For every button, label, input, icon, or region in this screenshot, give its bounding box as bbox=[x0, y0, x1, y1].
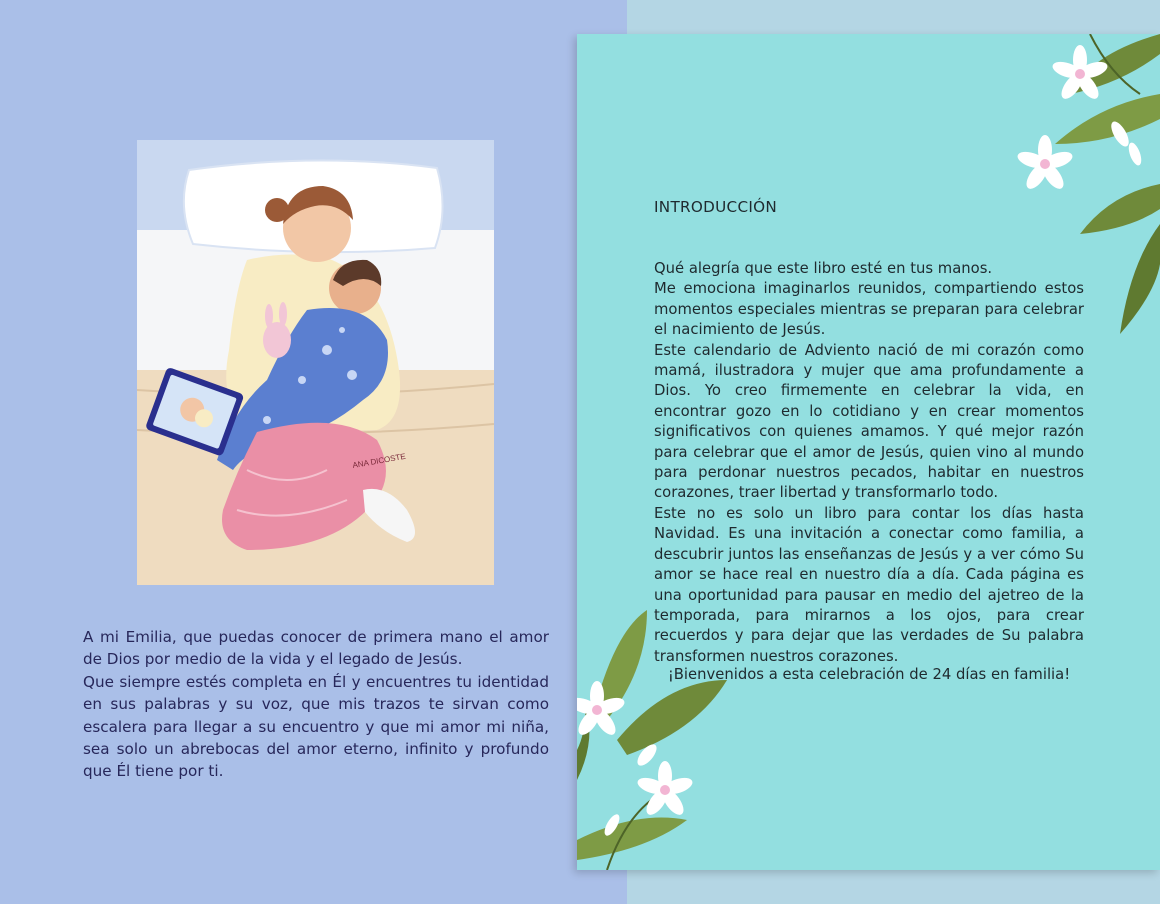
intro-paragraph: Este calendario de Adviento nació de mi corazón como mamá, ilustradora y mujer que ama profundamente a Dios. Yo creo firmemente en celebrar la vida, en encontrar gozo en lo cotidiano y en crear momentos significativos con quienes amamos. Y qué mejor razón para celebrar que el amor de Jesús, quien vino al mundo para perdonar nuestros pecados, habitar en nuestros corazones, traer libertad y transformarlo todo. bbox=[654, 341, 1084, 502]
right-page bbox=[577, 34, 1160, 870]
introduction-body bbox=[654, 259, 1084, 667]
flowers-bottom-decoration bbox=[577, 610, 737, 870]
dedication-text bbox=[83, 626, 549, 783]
mother-baby-illustration bbox=[137, 140, 494, 585]
welcome-message: ¡Bienvenidos a esta celebración de 24 días en familia! bbox=[667, 666, 1071, 683]
dedication-paragraph: Que siempre estés completa en Él y encuentres tu identidad en sus palabras y su voz, que mis trazos te sirvan como escalera para llegar a su encuentro y que mi amor mi niña, sea solo un abrebocas del amor eterno, infinito y profundo que Él tiene por ti. bbox=[83, 672, 549, 781]
intro-paragraph: Me emociona imaginarlos reunidos, compartiendo estos momentos especiales mientras se preparan para celebrar el nacimiento de Jesús. bbox=[654, 280, 1084, 339]
intro-paragraph: Este no es solo un libro para contar los días hasta Navidad. Es una invitación a conectar como familia, a descubrir juntos las enseñanzas de Jesús y a ver cómo Su amor se hace real en nuestro día a día. Cada página es una oportunidad para pausar en medio del ajetreo de la temporada, para mirarnos a los ojos, para crear recuerdos y para dejar que las verdades de Su palabra transformen nuestros corazones. bbox=[654, 504, 1084, 665]
illustration-signature: ANA DICOSTE bbox=[351, 451, 407, 470]
intro-paragraph: Qué alegría que este libro esté en tus manos. bbox=[654, 260, 993, 277]
dedication-paragraph: A mi Emilia, que puedas conocer de primera mano el amor de Dios por medio de la vida y el legado de Jesús. bbox=[83, 628, 549, 669]
introduction-title: INTRODUCCIÓN bbox=[654, 198, 778, 216]
